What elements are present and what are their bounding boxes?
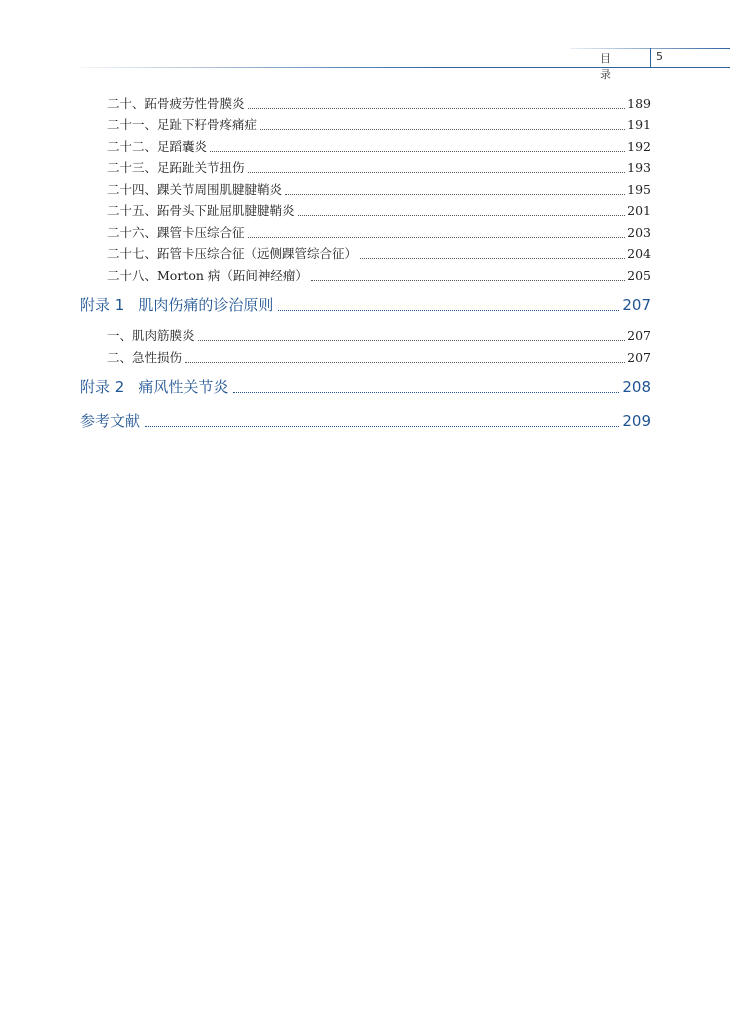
leader-dots: [360, 257, 625, 259]
toc-entry[interactable]: [80, 90, 651, 112]
toc-entry[interactable]: [80, 344, 651, 366]
toc-entry[interactable]: [80, 219, 651, 241]
table-of-contents: [80, 90, 651, 439]
leader-dots: [298, 214, 626, 216]
toc-entry-label: 二十五、跖骨头下趾屈肌腱腱鞘炎: [107, 203, 295, 218]
toc-entry[interactable]: [80, 155, 651, 177]
toc-entry-label: 二、急性损伤: [107, 349, 183, 365]
leader-dots: [198, 339, 626, 341]
appendix-number: 附录 1: [80, 295, 125, 314]
toc-entry-page: 203: [627, 224, 651, 240]
leader-dots: [185, 361, 625, 363]
appendix-page: 208: [622, 377, 651, 396]
leader-dots: [260, 128, 625, 130]
toc-entry[interactable]: [80, 176, 651, 198]
toc-entry-page: 191: [627, 117, 651, 132]
toc-appendix-2[interactable]: [80, 375, 651, 397]
toc-references[interactable]: [80, 409, 651, 431]
running-header-title: 目 录: [600, 52, 634, 81]
toc-appendix-1[interactable]: [80, 293, 651, 315]
toc-entry-page: 207: [627, 349, 651, 365]
toc-entry-label: 二十一、足趾下籽骨疼痛症: [107, 117, 258, 132]
toc-entry-page: 207: [627, 328, 651, 343]
appendix-page: 207: [622, 295, 651, 314]
toc-entry-page: 204: [627, 246, 651, 261]
toc-entry-page: 195: [627, 181, 651, 197]
toc-entry-label: 二十二、足蹈囊炎: [107, 138, 208, 154]
appendix-title: 痛风性关节炎: [138, 377, 229, 396]
toc-entry-label: 一、肌肉筋膜炎: [107, 328, 195, 343]
leader-dots: [285, 193, 625, 195]
running-header-page-number: 5: [656, 50, 663, 63]
toc-entry-page: 205: [627, 267, 651, 283]
leader-dots: [278, 309, 619, 311]
toc-entry-label: 二十三、足跖趾关节扭伤: [107, 160, 245, 175]
toc-entry[interactable]: [80, 323, 651, 345]
toc-entry[interactable]: [80, 241, 651, 263]
toc-entry-page: 189: [627, 95, 651, 111]
toc-entry-label: 二十七、跖管卡压综合征（远侧踝管综合征）: [107, 246, 358, 261]
toc-entry-label: 二十八、Morton 病（跖间神经瘤）: [107, 267, 308, 283]
toc-entry[interactable]: [80, 112, 651, 134]
appendix-number: 附录 2: [80, 377, 125, 396]
leader-dots: [233, 391, 619, 393]
toc-entry-label: 二十六、踝管卡压综合征: [107, 224, 245, 240]
toc-entry[interactable]: [80, 198, 651, 220]
leader-dots: [311, 279, 625, 281]
toc-entry-label: 二十四、踝关节周围肌腱腱鞘炎: [107, 181, 283, 197]
toc-entry-page: 192: [627, 138, 651, 154]
references-page: 209: [622, 411, 651, 430]
appendix-title: 肌肉伤痛的诊治原则: [138, 295, 274, 314]
leader-dots: [248, 107, 626, 109]
toc-entry-label: 二十、跖骨疲劳性骨膜炎: [107, 95, 245, 111]
toc-entry[interactable]: [80, 262, 651, 284]
leader-dots: [145, 425, 619, 427]
leader-dots: [210, 150, 625, 152]
toc-entry-page: 193: [627, 160, 651, 175]
leader-dots: [248, 171, 626, 173]
toc-entry-page: 201: [627, 203, 651, 218]
header-separator: [650, 48, 651, 68]
toc-entry[interactable]: [80, 133, 651, 155]
leader-dots: [248, 236, 626, 238]
references-title: 参考文献: [80, 411, 141, 430]
